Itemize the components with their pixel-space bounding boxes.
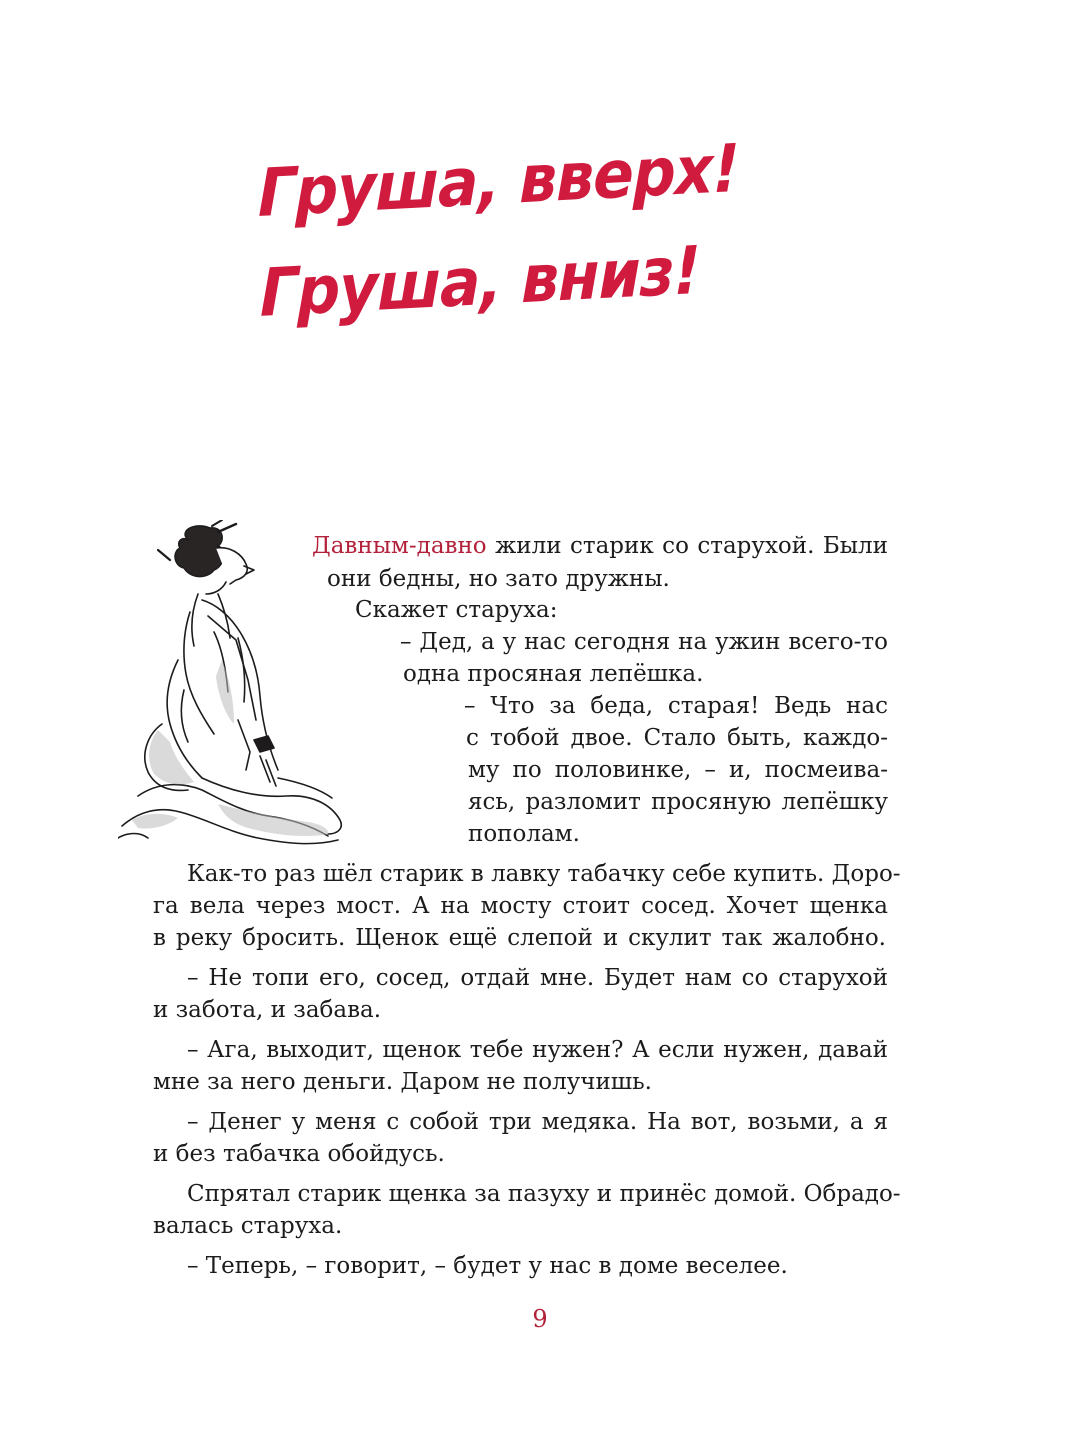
body-line-10: Спрятал старик щенка за пазуху и принёс домой. Обрадо-: [187, 1181, 901, 1207]
intro-line-3: Скажет старуха:: [355, 597, 558, 623]
body-line-6: – Ага, выходит, щенок тебе нужен? А если нужен, давай: [187, 1037, 888, 1063]
body-line-3: в реку бросить. Щенок ещё слепой и скулит так жалобно.: [153, 925, 886, 951]
chapter-title: [258, 130, 739, 361]
intro-line-9: ясь, разломит просяную лепёшку: [468, 789, 888, 815]
body-line-12: – Теперь, – говорит, – будет у нас в доме веселее.: [187, 1253, 788, 1279]
page-number: 9: [532, 1305, 548, 1333]
body-line-9: и без табачка обойдусь.: [153, 1141, 445, 1167]
body-line-8: – Денег у меня с собой три медяка. На вот, возьми, а я: [187, 1109, 888, 1135]
intro-line-6: – Что за беда, старая! Ведь нас: [464, 693, 888, 719]
story-opening-accent: Давным-давно: [312, 533, 487, 559]
intro-line-5: одна просяная лепёшка.: [403, 661, 704, 687]
intro-line-1-rest: жили старик со старухой. Были: [486, 533, 888, 559]
body-line-5: и забота, и забава.: [153, 997, 382, 1023]
intro-line-2: они бедны, но зато дружны.: [327, 566, 670, 592]
body-line-2: га вела через мост. А на мосту стоит сосед. Хочет щенка: [153, 893, 888, 919]
intro-line-7: с тобой двое. Стало быть, каждо-: [466, 725, 888, 751]
body-line-7: мне за него деньги. Даром не получишь.: [153, 1069, 652, 1095]
body-line-1: Как-то раз шёл старик в лавку табачку себе купить. Доро-: [187, 861, 901, 887]
title-line-2: Груша, вниз!: [260, 232, 700, 333]
intro-line-10: пополам.: [468, 821, 580, 847]
intro-line-8: му по половинке, – и, посмеива-: [468, 757, 888, 783]
body-line-4: – Не топи его, сосед, отдай мне. Будет нам со старухой: [187, 965, 888, 991]
intro-line-4: – Дед, а у нас сегодня на ужин всего-то: [400, 629, 888, 655]
intro-line-1: [312, 531, 888, 561]
title-line-1: Груша, вверх!: [258, 130, 739, 233]
body-line-11: валась старуха.: [153, 1213, 343, 1239]
